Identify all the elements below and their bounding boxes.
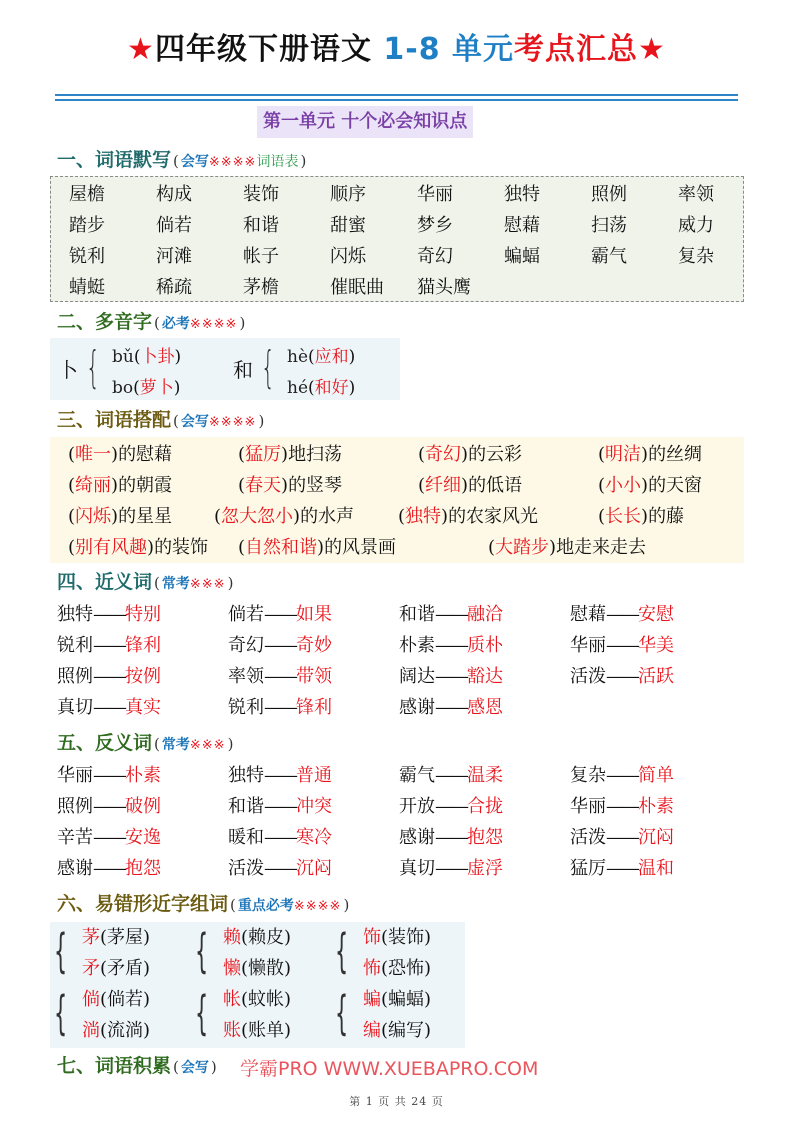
collocation-phrase: 的水声 — [300, 506, 355, 527]
pair-word: 独特 — [57, 604, 93, 625]
dash-separator: —— — [606, 765, 638, 786]
collocation-answer: 闪烁 — [75, 506, 112, 527]
section-tag: 重点必考 — [237, 898, 294, 914]
pair-word: 和谐 — [228, 796, 264, 817]
pair-answer: 如果 — [296, 604, 332, 625]
dash-separator: —— — [93, 666, 125, 687]
dash-separator: —— — [606, 796, 638, 817]
polyphone-char: 卜 — [58, 358, 78, 382]
collocation-phrase: 的低语 — [468, 475, 523, 496]
vocab-word: 照例 — [591, 184, 627, 205]
pair-answer: 朴素 — [125, 765, 161, 786]
reading-line: hé(和好) — [287, 378, 356, 398]
similar-char-line — [223, 953, 291, 984]
collocation-item: (忽大忽小)的水声 — [214, 506, 355, 527]
similar-char-line — [363, 922, 431, 953]
word-pair — [57, 791, 228, 822]
vocab-word: 猫头鹰 — [417, 277, 471, 298]
collocation-item: (奇幻)的云彩 — [418, 444, 523, 465]
dash-separator: —— — [606, 666, 638, 687]
collocation-item: (长长)的藤 — [598, 506, 685, 527]
pair-word: 活泼 — [228, 858, 264, 879]
pair-answer: 虚浮 — [467, 858, 503, 879]
word-pair — [399, 630, 570, 661]
collocation-answer: 别有风趣 — [75, 537, 148, 558]
section-2-heading: 二、多音字 ( 必考※※※※ ) — [57, 311, 246, 333]
section-6-heading: 六、易错形近字组词 ( 重点必考※※※※ ) — [57, 893, 350, 915]
pair-word: 率领 — [228, 666, 264, 687]
vocab-word: 茅檐 — [243, 277, 279, 298]
section-5-heading: 五、反义词 ( 常考※※※ ) — [57, 732, 234, 754]
pair-answer: 寒冷 — [296, 827, 332, 848]
collocation-item: (大踏步)地走来走去 — [488, 537, 647, 558]
collocation-item: (独特)的农家风光 — [398, 506, 539, 527]
dash-separator: —— — [435, 827, 467, 848]
collocation-item: (自然和谐)的风景画 — [238, 537, 397, 558]
dash-separator: —— — [93, 697, 125, 718]
page-title — [0, 28, 793, 72]
collocation-answer: 忽大忽小 — [221, 506, 294, 527]
similar-char-line — [363, 984, 431, 1015]
collocation-phrase: 的慰藉 — [118, 444, 173, 465]
pair-answer: 融洽 — [467, 604, 503, 625]
pair-word: 辛苦 — [57, 827, 93, 848]
collocation-phrase: 的装饰 — [154, 537, 209, 558]
word-pair — [57, 630, 228, 661]
similar-char-line — [223, 922, 291, 953]
similar-char-line — [223, 1015, 291, 1046]
pair-answer: 奇妙 — [296, 635, 332, 656]
pair-answer: 普通 — [296, 765, 332, 786]
title-divider — [55, 94, 738, 96]
vocab-word: 扫荡 — [591, 215, 627, 236]
vocab-word: 屋檐 — [69, 184, 105, 205]
vocab-word: 河滩 — [156, 246, 192, 267]
collocation-answer: 自然和谐 — [245, 537, 318, 558]
section-tag: 会写 — [180, 154, 209, 170]
dash-separator: —— — [93, 765, 125, 786]
word-pair — [57, 692, 228, 723]
pair-word: 真切 — [57, 697, 93, 718]
dash-separator: —— — [435, 697, 467, 718]
pair-answer: 感恩 — [467, 697, 503, 718]
dash-separator: —— — [606, 858, 638, 879]
brace-icon: { — [335, 924, 349, 978]
pair-answer: 朴素 — [638, 796, 674, 817]
vocab-grid — [69, 179, 765, 303]
example-word: (装饰) — [381, 927, 432, 948]
collocation-answer: 纤细 — [425, 475, 462, 496]
pair-word: 和谐 — [399, 604, 435, 625]
similar-char-line — [82, 922, 150, 953]
pair-answer: 华美 — [638, 635, 674, 656]
collocation-answer: 大踏步 — [495, 537, 550, 558]
brace-icon: { — [261, 342, 275, 393]
example-word: (赖皮) — [241, 927, 292, 948]
vocab-word: 率领 — [678, 184, 714, 205]
polyphone-char: 和 — [233, 358, 253, 382]
collocation-answer: 独特 — [405, 506, 442, 527]
pair-answer: 温和 — [638, 858, 674, 879]
pair-word: 阔达 — [399, 666, 435, 687]
vocab-word: 威力 — [678, 215, 714, 236]
key-char: 矛 — [82, 958, 100, 979]
collocation-answer: 长长 — [605, 506, 642, 527]
word-pair — [570, 853, 741, 884]
word-pair — [228, 760, 399, 791]
synonym-list — [57, 599, 741, 723]
word-pair — [570, 760, 741, 791]
word-pair — [57, 822, 228, 853]
collocation-item: (别有风趣)的装饰 — [68, 537, 209, 558]
pair-word: 朴素 — [399, 635, 435, 656]
vocab-word: 倘若 — [156, 215, 192, 236]
collocation-answer: 唯一 — [75, 444, 112, 465]
collocation-phrase: 的朝霞 — [118, 475, 173, 496]
section-3-heading: 三、词语搭配 ( 会写※※※※ ) — [57, 409, 265, 431]
collocation-phrase: 的星星 — [118, 506, 173, 527]
section-tag: 必考 — [161, 316, 190, 332]
key-char: 帐 — [223, 989, 241, 1010]
vocab-word: 闪烁 — [330, 246, 366, 267]
word-pair — [570, 822, 741, 853]
vocab-word: 顺序 — [330, 184, 366, 205]
collocation-item: (春天)的竖琴 — [238, 475, 343, 496]
collocation-phrase: 的藤 — [648, 506, 685, 527]
pair-answer: 沉闷 — [638, 827, 674, 848]
pair-word: 奇幻 — [228, 635, 264, 656]
pair-word: 开放 — [399, 796, 435, 817]
pair-answer: 锋利 — [125, 635, 161, 656]
importance-stars: ※※※※ — [208, 155, 257, 170]
collocation-item: (纤细)的低语 — [418, 475, 523, 496]
pair-word: 照例 — [57, 796, 93, 817]
section-title: 一、词语默写 — [57, 149, 172, 171]
pair-answer: 合拢 — [467, 796, 503, 817]
collocation-answer: 奇幻 — [425, 444, 462, 465]
word-pair — [228, 853, 399, 884]
vocab-word: 复杂 — [678, 246, 714, 267]
section-title: 六、易错形近字组词 — [57, 893, 229, 915]
dash-separator: —— — [264, 858, 296, 879]
pair-word: 照例 — [57, 666, 93, 687]
word-pair — [399, 760, 570, 791]
pair-answer: 带领 — [296, 666, 332, 687]
star-icon: ★ — [638, 32, 666, 67]
brace-icon: { — [335, 986, 349, 1040]
pair-word: 感谢 — [399, 697, 435, 718]
vocab-word: 奇幻 — [417, 246, 453, 267]
vocab-word: 华丽 — [417, 184, 453, 205]
key-char: 淌 — [82, 1020, 100, 1041]
pair-answer: 豁达 — [467, 666, 503, 687]
pair-word: 锐利 — [57, 635, 93, 656]
collocation-item: (猛厉)地扫荡 — [238, 444, 343, 465]
pair-word: 独特 — [228, 765, 264, 786]
pair-answer: 安逸 — [125, 827, 161, 848]
collocation-item: (小小)的天窗 — [598, 475, 703, 496]
word-pair — [399, 791, 570, 822]
word-pair — [228, 630, 399, 661]
vocab-word: 构成 — [156, 184, 192, 205]
dash-separator: —— — [435, 666, 467, 687]
vocab-word: 蜻蜓 — [69, 277, 105, 298]
collocation-answer: 明洁 — [605, 444, 642, 465]
example-word: (恐怖) — [381, 958, 432, 979]
brace-icon: { — [54, 986, 68, 1040]
section-tag: 会写 — [180, 1060, 209, 1076]
dash-separator: —— — [264, 765, 296, 786]
pair-answer: 安慰 — [638, 604, 674, 625]
collocation-phrase: 的竖琴 — [288, 475, 343, 496]
word-pair — [399, 853, 570, 884]
pair-answer: 冲突 — [296, 796, 332, 817]
dash-separator: —— — [435, 635, 467, 656]
word-pair — [228, 692, 399, 723]
reading-line: hè(应和) — [287, 347, 356, 367]
pair-answer: 破例 — [125, 796, 161, 817]
pair-word: 复杂 — [570, 765, 606, 786]
key-char: 赖 — [223, 927, 241, 948]
pair-word: 霸气 — [399, 765, 435, 786]
word-pair — [228, 822, 399, 853]
word-pair — [57, 599, 228, 630]
dash-separator: —— — [93, 827, 125, 848]
collocation-answer: 绮丽 — [75, 475, 112, 496]
collocation-box — [50, 437, 744, 563]
collocation-phrase: 地扫荡 — [288, 444, 343, 465]
collocation-phrase: 的丝绸 — [648, 444, 703, 465]
brace-icon: { — [86, 342, 100, 393]
key-char: 懒 — [223, 958, 241, 979]
vocab-word: 梦乡 — [417, 215, 453, 236]
dash-separator: —— — [435, 796, 467, 817]
collocation-phrase: 的农家风光 — [448, 506, 539, 527]
vocab-word: 锐利 — [69, 246, 105, 267]
example-word: (流淌) — [100, 1020, 151, 1041]
dash-separator: —— — [264, 697, 296, 718]
pair-word: 华丽 — [570, 635, 606, 656]
star-icon: ★ — [127, 32, 155, 67]
example-word: (懒散) — [241, 958, 292, 979]
dash-separator: —— — [264, 827, 296, 848]
title-summary: 考点汇总 — [514, 32, 639, 67]
title-units: 1-8 单元 — [371, 32, 515, 67]
dash-separator: —— — [93, 796, 125, 817]
word-pair — [228, 599, 399, 630]
brace-icon: { — [54, 924, 68, 978]
pair-answer: 抱怨 — [467, 827, 503, 848]
page-number: 第 1 页 共 24 页 — [349, 1095, 444, 1108]
antonym-list — [57, 760, 741, 884]
example-word: (茅屋) — [100, 927, 151, 948]
pair-word: 倘若 — [228, 604, 264, 625]
pair-answer: 活跃 — [638, 666, 674, 687]
similar-char-line — [82, 1015, 150, 1046]
section-title: 三、词语搭配 — [57, 409, 172, 431]
similar-char-line — [223, 984, 291, 1015]
section-title: 二、多音字 — [57, 311, 153, 333]
example-word: (账单) — [241, 1020, 292, 1041]
collocation-phrase: 地走来走去 — [556, 537, 647, 558]
word-pair — [228, 661, 399, 692]
title-grade: 四年级下册语文 — [154, 32, 372, 67]
importance-stars: ※※※ — [189, 577, 226, 592]
example-word: (编写) — [381, 1020, 432, 1041]
vocab-word: 装饰 — [243, 184, 279, 205]
pair-word: 感谢 — [399, 827, 435, 848]
key-char: 蝙 — [363, 989, 381, 1010]
similar-char-line — [82, 984, 150, 1015]
dash-separator: —— — [606, 827, 638, 848]
word-pair — [570, 599, 741, 630]
word-pair — [399, 661, 570, 692]
key-char: 茅 — [82, 927, 100, 948]
pair-word: 活泼 — [570, 827, 606, 848]
collocation-answer: 春天 — [245, 475, 282, 496]
section-title: 四、近义词 — [57, 571, 153, 593]
word-pair — [399, 822, 570, 853]
similar-char-line — [82, 953, 150, 984]
dash-separator: —— — [606, 635, 638, 656]
reading-line: bo(萝卜) — [112, 378, 181, 398]
similar-char-line — [363, 1015, 431, 1046]
pair-word: 华丽 — [57, 765, 93, 786]
vocab-word: 甜蜜 — [330, 215, 366, 236]
dash-separator: —— — [93, 858, 125, 879]
pair-answer: 温柔 — [467, 765, 503, 786]
pair-answer: 质朴 — [467, 635, 503, 656]
key-char: 账 — [223, 1020, 241, 1041]
title-divider — [55, 99, 738, 101]
section-4-heading: 四、近义词 ( 常考※※※ ) — [57, 571, 234, 593]
example-word: (蚊帐) — [241, 989, 292, 1010]
pair-word: 暖和 — [228, 827, 264, 848]
dash-separator: —— — [93, 635, 125, 656]
pair-word: 感谢 — [57, 858, 93, 879]
word-pair — [228, 791, 399, 822]
brace-icon: { — [195, 924, 209, 978]
pair-word: 真切 — [399, 858, 435, 879]
reading-line: bǔ(卜卦) — [112, 347, 182, 367]
dash-separator: —— — [435, 765, 467, 786]
importance-stars: ※※※ — [189, 738, 226, 753]
collocation-phrase: 的风景画 — [324, 537, 397, 558]
section-extra: 词语表 — [256, 154, 299, 170]
word-pair — [570, 630, 741, 661]
section-tag: 常考 — [161, 737, 190, 753]
pair-answer: 特别 — [125, 604, 161, 625]
pair-answer: 真实 — [125, 697, 161, 718]
brace-icon: { — [195, 986, 209, 1040]
polyphone-box — [50, 338, 400, 400]
similar-char-line — [363, 953, 431, 984]
pair-word: 锐利 — [228, 697, 264, 718]
dash-separator: —— — [435, 604, 467, 625]
dash-separator: —— — [264, 666, 296, 687]
pair-word: 慰藉 — [570, 604, 606, 625]
section-title: 五、反义词 — [57, 732, 153, 754]
word-pair — [399, 692, 570, 723]
word-pair — [57, 760, 228, 791]
section-tag: 常考 — [161, 576, 190, 592]
pair-answer: 抱怨 — [125, 858, 161, 879]
pair-word: 活泼 — [570, 666, 606, 687]
word-pair — [570, 661, 741, 692]
importance-stars: ※※※※ — [208, 415, 257, 430]
example-word: (倘若) — [100, 989, 151, 1010]
section-title: 七、词语积累 — [57, 1055, 172, 1077]
vocab-word: 踏步 — [69, 215, 105, 236]
dash-separator: —— — [264, 635, 296, 656]
dash-separator: —— — [93, 604, 125, 625]
collocation-item: (唯一)的慰藉 — [68, 444, 173, 465]
key-char: 编 — [363, 1020, 381, 1041]
word-pair — [57, 853, 228, 884]
word-pair — [57, 661, 228, 692]
section-7-heading: 七、词语积累 ( 会写 ) — [57, 1055, 217, 1077]
section-tag: 会写 — [180, 414, 209, 430]
dash-separator: —— — [435, 858, 467, 879]
dash-separator: —— — [264, 796, 296, 817]
word-pair — [570, 791, 741, 822]
vocab-box — [50, 176, 744, 302]
vocab-word: 催眠曲 — [330, 277, 384, 298]
collocation-item: (闪烁)的星星 — [68, 506, 173, 527]
similar-chars-box — [50, 922, 465, 1048]
key-char: 倘 — [82, 989, 100, 1010]
collocation-item: (明洁)的丝绸 — [598, 444, 703, 465]
dash-separator: —— — [606, 604, 638, 625]
example-word: (蝙蝠) — [381, 989, 432, 1010]
example-word: (矛盾) — [100, 958, 151, 979]
watermark: 学霸PRO WWW.XUEBAPRO.COM — [240, 1058, 539, 1080]
word-pair — [399, 599, 570, 630]
key-char: 怖 — [363, 958, 381, 979]
vocab-word: 慰藉 — [504, 215, 540, 236]
section-1-heading: 一、词语默写 ( 会写※※※※词语表 ) — [57, 149, 307, 171]
key-char: 饰 — [363, 927, 381, 948]
pair-answer: 沉闷 — [296, 858, 332, 879]
collocation-answer: 猛厉 — [245, 444, 282, 465]
vocab-word: 稀疏 — [156, 277, 192, 298]
vocab-word: 蝙蝠 — [504, 246, 540, 267]
importance-stars: ※※※※ — [293, 899, 342, 914]
collocation-answer: 小小 — [605, 475, 642, 496]
dash-separator: —— — [264, 604, 296, 625]
vocab-word: 帐子 — [243, 246, 279, 267]
pair-answer: 按例 — [125, 666, 161, 687]
pair-answer: 简单 — [638, 765, 674, 786]
collocation-phrase: 的天窗 — [648, 475, 703, 496]
vocab-word: 霸气 — [591, 246, 627, 267]
importance-stars: ※※※※ — [189, 317, 238, 332]
pair-word: 猛厉 — [570, 858, 606, 879]
collocation-phrase: 的云彩 — [468, 444, 523, 465]
pair-answer: 锋利 — [296, 697, 332, 718]
pair-word: 华丽 — [570, 796, 606, 817]
vocab-word: 独特 — [504, 184, 540, 205]
vocab-word: 和谐 — [243, 215, 279, 236]
unit-heading: 第一单元 十个必会知识点 — [257, 106, 473, 138]
collocation-item: (绮丽)的朝霞 — [68, 475, 173, 496]
